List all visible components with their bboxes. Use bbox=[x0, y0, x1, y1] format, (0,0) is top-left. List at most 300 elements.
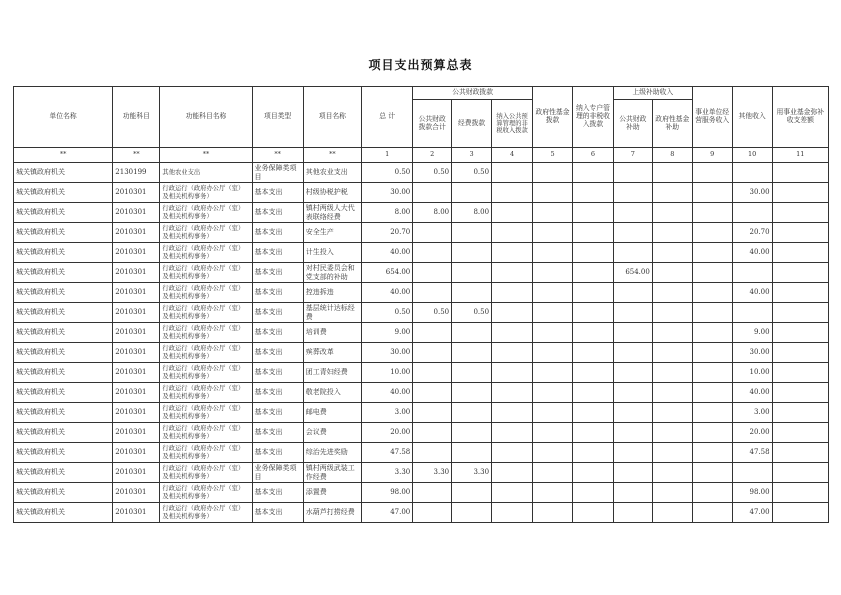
table-row bbox=[14, 243, 829, 263]
cell-func-name: 行政运行（政府办公厅（室）及相关机构事务） bbox=[160, 343, 252, 363]
cell-total: 8.00 bbox=[362, 203, 413, 223]
cell-superior-gov bbox=[652, 203, 692, 223]
header-func-name: 功能科目名称 bbox=[160, 87, 252, 148]
cell-reserve bbox=[772, 223, 828, 243]
header-superior-gov: 政府性基金补助 bbox=[652, 100, 692, 148]
cell-proj-type: 基本支出 bbox=[252, 403, 303, 423]
cell-public-nontax bbox=[492, 263, 533, 283]
header-superior-public: 公共财政补助 bbox=[613, 100, 652, 148]
cell-superior-gov bbox=[652, 223, 692, 243]
table-row bbox=[14, 343, 829, 363]
cell-func-name: 行政运行（政府办公厅（室）及相关机构事务） bbox=[160, 203, 252, 223]
table-row bbox=[14, 503, 829, 523]
cell-proj-type: 基本支出 bbox=[252, 243, 303, 263]
cell-proj-name: 邮电费 bbox=[303, 403, 361, 423]
cell-other-income: 30.00 bbox=[732, 343, 772, 363]
cell-business-income bbox=[692, 363, 732, 383]
cell-func-code: 2010301 bbox=[113, 303, 160, 323]
column-index-cell: ** bbox=[113, 148, 160, 163]
column-index-cell: 2 bbox=[413, 148, 452, 163]
cell-public-funds: 0.50 bbox=[452, 303, 492, 323]
cell-func-name: 行政运行（政府办公厅（室）及相关机构事务） bbox=[160, 323, 252, 343]
cell-gov-fund bbox=[533, 223, 573, 243]
cell-func-name: 行政运行（政府办公厅（室）及相关机构事务） bbox=[160, 363, 252, 383]
cell-func-code: 2010301 bbox=[113, 183, 160, 203]
cell-total: 98.00 bbox=[362, 483, 413, 503]
cell-gov-fund bbox=[533, 243, 573, 263]
cell-superior-public bbox=[613, 183, 652, 203]
cell-public-nontax bbox=[492, 163, 533, 183]
cell-superior-public bbox=[613, 443, 652, 463]
cell-func-code: 2010301 bbox=[113, 283, 160, 303]
cell-proj-name: 镇村两级人大代表联络经费 bbox=[303, 203, 361, 223]
cell-func-code: 2010301 bbox=[113, 403, 160, 423]
cell-proj-name: 团工青妇经费 bbox=[303, 363, 361, 383]
cell-proj-type: 基本支出 bbox=[252, 183, 303, 203]
cell-reserve bbox=[772, 163, 828, 183]
cell-proj-name: 控违拆违 bbox=[303, 283, 361, 303]
cell-superior-public bbox=[613, 343, 652, 363]
cell-special-nontax bbox=[572, 503, 613, 523]
cell-superior-public bbox=[613, 483, 652, 503]
cell-public-nontax bbox=[492, 423, 533, 443]
cell-superior-public bbox=[613, 243, 652, 263]
cell-superior-gov bbox=[652, 403, 692, 423]
cell-func-name: 行政运行（政府办公厅（室）及相关机构事务） bbox=[160, 303, 252, 323]
cell-reserve bbox=[772, 343, 828, 363]
cell-superior-gov bbox=[652, 503, 692, 523]
header-reserve: 用事业基金弥补收支差额 bbox=[772, 87, 828, 148]
cell-superior-public: 654.00 bbox=[613, 263, 652, 283]
table-header bbox=[14, 87, 829, 163]
cell-unit: 城关镇政府机关 bbox=[14, 383, 113, 403]
cell-proj-type: 基本支出 bbox=[252, 423, 303, 443]
cell-func-name: 行政运行（政府办公厅（室）及相关机构事务） bbox=[160, 383, 252, 403]
cell-proj-type: 基本支出 bbox=[252, 283, 303, 303]
cell-reserve bbox=[772, 183, 828, 203]
cell-public-funds: 8.00 bbox=[452, 203, 492, 223]
cell-func-name: 行政运行（政府办公厅（室）及相关机构事务） bbox=[160, 483, 252, 503]
cell-public-funds: 3.30 bbox=[452, 463, 492, 483]
header-public-nontax: 纳入公共预算管理的非税收入拨款 bbox=[492, 100, 533, 148]
cell-public-funds bbox=[452, 383, 492, 403]
cell-special-nontax bbox=[572, 163, 613, 183]
cell-business-income bbox=[692, 263, 732, 283]
cell-superior-gov bbox=[652, 423, 692, 443]
header-public-subtotal: 公共财政拨款合计 bbox=[413, 100, 452, 148]
cell-special-nontax bbox=[572, 483, 613, 503]
cell-public-subtotal bbox=[413, 363, 452, 383]
cell-superior-gov bbox=[652, 183, 692, 203]
cell-public-funds bbox=[452, 403, 492, 423]
cell-business-income bbox=[692, 343, 732, 363]
cell-other-income: 20.00 bbox=[732, 423, 772, 443]
column-index-cell: 4 bbox=[492, 148, 533, 163]
cell-public-subtotal bbox=[413, 183, 452, 203]
header-public-funds: 经费拨款 bbox=[452, 100, 492, 148]
header-other-income: 其他收入 bbox=[732, 87, 772, 148]
column-index-cell: 3 bbox=[452, 148, 492, 163]
column-index-cell: ** bbox=[14, 148, 113, 163]
cell-proj-type: 基本支出 bbox=[252, 483, 303, 503]
cell-proj-name: 殡葬改革 bbox=[303, 343, 361, 363]
cell-superior-public bbox=[613, 283, 652, 303]
cell-total: 3.00 bbox=[362, 403, 413, 423]
cell-other-income: 98.00 bbox=[732, 483, 772, 503]
cell-public-funds bbox=[452, 323, 492, 343]
cell-public-funds bbox=[452, 483, 492, 503]
cell-unit: 城关镇政府机关 bbox=[14, 283, 113, 303]
table-row bbox=[14, 283, 829, 303]
cell-superior-gov bbox=[652, 303, 692, 323]
cell-reserve bbox=[772, 483, 828, 503]
cell-func-code: 2010301 bbox=[113, 323, 160, 343]
cell-unit: 城关镇政府机关 bbox=[14, 183, 113, 203]
header-proj-name: 项目名称 bbox=[303, 87, 361, 148]
cell-superior-public bbox=[613, 163, 652, 183]
cell-gov-fund bbox=[533, 443, 573, 463]
cell-total: 20.70 bbox=[362, 223, 413, 243]
column-index-cell: 7 bbox=[613, 148, 652, 163]
cell-special-nontax bbox=[572, 443, 613, 463]
cell-public-funds bbox=[452, 243, 492, 263]
cell-reserve bbox=[772, 303, 828, 323]
cell-public-funds bbox=[452, 343, 492, 363]
cell-public-subtotal bbox=[413, 383, 452, 403]
cell-func-name: 行政运行（政府办公厅（室）及相关机构事务） bbox=[160, 223, 252, 243]
cell-public-subtotal: 0.50 bbox=[413, 303, 452, 323]
cell-public-subtotal bbox=[413, 403, 452, 423]
cell-public-nontax bbox=[492, 203, 533, 223]
cell-public-nontax bbox=[492, 243, 533, 263]
cell-public-funds bbox=[452, 283, 492, 303]
cell-proj-type: 基本支出 bbox=[252, 383, 303, 403]
cell-unit: 城关镇政府机关 bbox=[14, 323, 113, 343]
cell-business-income bbox=[692, 383, 732, 403]
cell-public-nontax bbox=[492, 483, 533, 503]
cell-gov-fund bbox=[533, 363, 573, 383]
cell-func-code: 2010301 bbox=[113, 223, 160, 243]
cell-gov-fund bbox=[533, 283, 573, 303]
cell-public-funds bbox=[452, 503, 492, 523]
cell-func-name: 行政运行（政府办公厅（室）及相关机构事务） bbox=[160, 183, 252, 203]
column-index-cell: 1 bbox=[362, 148, 413, 163]
cell-gov-fund bbox=[533, 303, 573, 323]
cell-other-income: 40.00 bbox=[732, 383, 772, 403]
cell-public-nontax bbox=[492, 343, 533, 363]
cell-proj-name: 村级协税护税 bbox=[303, 183, 361, 203]
cell-public-subtotal: 0.50 bbox=[413, 163, 452, 183]
table-row bbox=[14, 423, 829, 443]
cell-special-nontax bbox=[572, 383, 613, 403]
cell-superior-public bbox=[613, 503, 652, 523]
table-row bbox=[14, 183, 829, 203]
cell-proj-type: 业务保障类项目 bbox=[252, 163, 303, 183]
cell-reserve bbox=[772, 423, 828, 443]
cell-proj-name: 会议费 bbox=[303, 423, 361, 443]
cell-superior-public bbox=[613, 383, 652, 403]
cell-superior-gov bbox=[652, 383, 692, 403]
cell-func-code: 2010301 bbox=[113, 423, 160, 443]
cell-gov-fund bbox=[533, 423, 573, 443]
cell-total: 9.00 bbox=[362, 323, 413, 343]
cell-other-income: 10.00 bbox=[732, 363, 772, 383]
cell-total: 654.00 bbox=[362, 263, 413, 283]
cell-superior-gov bbox=[652, 243, 692, 263]
budget-table bbox=[13, 86, 829, 523]
cell-unit: 城关镇政府机关 bbox=[14, 203, 113, 223]
cell-gov-fund bbox=[533, 343, 573, 363]
table-row bbox=[14, 203, 829, 223]
cell-special-nontax bbox=[572, 463, 613, 483]
cell-special-nontax bbox=[572, 263, 613, 283]
cell-other-income: 47.00 bbox=[732, 503, 772, 523]
cell-business-income bbox=[692, 183, 732, 203]
cell-superior-gov bbox=[652, 463, 692, 483]
cell-superior-public bbox=[613, 203, 652, 223]
cell-proj-type: 基本支出 bbox=[252, 503, 303, 523]
cell-public-nontax bbox=[492, 303, 533, 323]
column-index-row bbox=[14, 148, 829, 163]
cell-special-nontax bbox=[572, 183, 613, 203]
cell-func-name: 行政运行（政府办公厅（室）及相关机构事务） bbox=[160, 263, 252, 283]
cell-total: 3.30 bbox=[362, 463, 413, 483]
cell-other-income bbox=[732, 463, 772, 483]
cell-other-income bbox=[732, 203, 772, 223]
cell-business-income bbox=[692, 463, 732, 483]
table-row bbox=[14, 403, 829, 423]
header-proj-type: 项目类型 bbox=[252, 87, 303, 148]
column-index-cell: 9 bbox=[692, 148, 732, 163]
cell-func-code: 2010301 bbox=[113, 483, 160, 503]
cell-business-income bbox=[692, 163, 732, 183]
cell-proj-name: 其他农业支出 bbox=[303, 163, 361, 183]
cell-proj-name: 安全生产 bbox=[303, 223, 361, 243]
cell-proj-type: 基本支出 bbox=[252, 443, 303, 463]
cell-special-nontax bbox=[572, 403, 613, 423]
cell-business-income bbox=[692, 243, 732, 263]
cell-unit: 城关镇政府机关 bbox=[14, 483, 113, 503]
cell-gov-fund bbox=[533, 263, 573, 283]
cell-public-funds bbox=[452, 263, 492, 283]
cell-reserve bbox=[772, 443, 828, 463]
cell-reserve bbox=[772, 363, 828, 383]
cell-proj-name: 综治先进奖励 bbox=[303, 443, 361, 463]
cell-total: 47.58 bbox=[362, 443, 413, 463]
cell-reserve bbox=[772, 323, 828, 343]
cell-public-nontax bbox=[492, 283, 533, 303]
cell-superior-public bbox=[613, 403, 652, 423]
cell-func-name: 行政运行（政府办公厅（室）及相关机构事务） bbox=[160, 463, 252, 483]
cell-superior-public bbox=[613, 303, 652, 323]
cell-unit: 城关镇政府机关 bbox=[14, 403, 113, 423]
cell-public-subtotal: 3.30 bbox=[413, 463, 452, 483]
cell-total: 30.00 bbox=[362, 343, 413, 363]
cell-func-code: 2010301 bbox=[113, 363, 160, 383]
cell-public-funds bbox=[452, 223, 492, 243]
cell-func-code: 2010301 bbox=[113, 243, 160, 263]
cell-reserve bbox=[772, 203, 828, 223]
cell-gov-fund bbox=[533, 203, 573, 223]
column-index-cell: 10 bbox=[732, 148, 772, 163]
cell-special-nontax bbox=[572, 423, 613, 443]
cell-total: 40.00 bbox=[362, 383, 413, 403]
cell-other-income: 20.70 bbox=[732, 223, 772, 243]
cell-other-income bbox=[732, 263, 772, 283]
cell-proj-type: 基本支出 bbox=[252, 303, 303, 323]
cell-func-name: 行政运行（政府办公厅（室）及相关机构事务） bbox=[160, 243, 252, 263]
cell-other-income bbox=[732, 303, 772, 323]
table-body bbox=[14, 163, 829, 523]
cell-total: 0.50 bbox=[362, 163, 413, 183]
cell-func-name: 其他农业支出 bbox=[160, 163, 252, 183]
cell-proj-type: 基本支出 bbox=[252, 363, 303, 383]
cell-reserve bbox=[772, 403, 828, 423]
header-unit: 单位名称 bbox=[14, 87, 113, 148]
cell-other-income: 40.00 bbox=[732, 243, 772, 263]
cell-unit: 城关镇政府机关 bbox=[14, 343, 113, 363]
cell-gov-fund bbox=[533, 183, 573, 203]
cell-public-funds: 0.50 bbox=[452, 163, 492, 183]
cell-special-nontax bbox=[572, 243, 613, 263]
cell-proj-name: 计生投入 bbox=[303, 243, 361, 263]
header-superior-group: 上级补助收入 bbox=[613, 87, 692, 100]
cell-total: 10.00 bbox=[362, 363, 413, 383]
cell-func-name: 行政运行（政府办公厅（室）及相关机构事务） bbox=[160, 283, 252, 303]
cell-proj-name: 添置费 bbox=[303, 483, 361, 503]
column-index-cell: ** bbox=[303, 148, 361, 163]
cell-total: 20.00 bbox=[362, 423, 413, 443]
cell-business-income bbox=[692, 323, 732, 343]
cell-func-code: 2010301 bbox=[113, 263, 160, 283]
cell-special-nontax bbox=[572, 283, 613, 303]
cell-superior-public bbox=[613, 423, 652, 443]
cell-superior-public bbox=[613, 363, 652, 383]
cell-business-income bbox=[692, 503, 732, 523]
cell-proj-type: 基本支出 bbox=[252, 323, 303, 343]
header-public-group: 公共财政拨款 bbox=[413, 87, 533, 100]
cell-proj-type: 基本支出 bbox=[252, 343, 303, 363]
cell-superior-public bbox=[613, 223, 652, 243]
header-business-income: 事业单位经营服务收入 bbox=[692, 87, 732, 148]
cell-public-subtotal bbox=[413, 323, 452, 343]
cell-superior-gov bbox=[652, 343, 692, 363]
cell-func-code: 2130199 bbox=[113, 163, 160, 183]
column-index-cell: 8 bbox=[652, 148, 692, 163]
cell-gov-fund bbox=[533, 163, 573, 183]
cell-gov-fund bbox=[533, 463, 573, 483]
header-func-code: 功能科目 bbox=[113, 87, 160, 148]
cell-reserve bbox=[772, 283, 828, 303]
column-index-cell: 11 bbox=[772, 148, 828, 163]
cell-business-income bbox=[692, 303, 732, 323]
cell-public-nontax bbox=[492, 383, 533, 403]
cell-total: 30.00 bbox=[362, 183, 413, 203]
cell-proj-name: 培训费 bbox=[303, 323, 361, 343]
cell-total: 0.50 bbox=[362, 303, 413, 323]
cell-other-income: 40.00 bbox=[732, 283, 772, 303]
cell-public-subtotal bbox=[413, 283, 452, 303]
page-title: 项目支出预算总表 bbox=[368, 58, 473, 72]
column-index-cell: 5 bbox=[533, 148, 573, 163]
cell-business-income bbox=[692, 223, 732, 243]
table-row bbox=[14, 323, 829, 343]
cell-proj-name: 敬老院投入 bbox=[303, 383, 361, 403]
cell-func-code: 2010301 bbox=[113, 203, 160, 223]
cell-proj-name: 水葫芦打捞经费 bbox=[303, 503, 361, 523]
table-row bbox=[14, 303, 829, 323]
cell-unit: 城关镇政府机关 bbox=[14, 463, 113, 483]
cell-unit: 城关镇政府机关 bbox=[14, 303, 113, 323]
cell-unit: 城关镇政府机关 bbox=[14, 243, 113, 263]
cell-special-nontax bbox=[572, 203, 613, 223]
cell-public-subtotal bbox=[413, 263, 452, 283]
column-index-cell: ** bbox=[160, 148, 252, 163]
table-row bbox=[14, 263, 829, 283]
cell-public-nontax bbox=[492, 223, 533, 243]
cell-public-funds bbox=[452, 423, 492, 443]
column-index-cell: ** bbox=[252, 148, 303, 163]
cell-func-name: 行政运行（政府办公厅（室）及相关机构事务） bbox=[160, 423, 252, 443]
header-gov-fund: 政府性基金拨款 bbox=[533, 87, 573, 148]
cell-special-nontax bbox=[572, 323, 613, 343]
cell-superior-public bbox=[613, 463, 652, 483]
cell-public-nontax bbox=[492, 463, 533, 483]
cell-unit: 城关镇政府机关 bbox=[14, 503, 113, 523]
cell-public-subtotal bbox=[413, 423, 452, 443]
cell-superior-public bbox=[613, 323, 652, 343]
cell-unit: 城关镇政府机关 bbox=[14, 163, 113, 183]
cell-business-income bbox=[692, 483, 732, 503]
cell-public-nontax bbox=[492, 323, 533, 343]
cell-reserve bbox=[772, 243, 828, 263]
cell-public-subtotal bbox=[413, 483, 452, 503]
cell-proj-name: 对村民委员会和党支部的补助 bbox=[303, 263, 361, 283]
cell-special-nontax bbox=[572, 223, 613, 243]
cell-func-name: 行政运行（政府办公厅（室）及相关机构事务） bbox=[160, 443, 252, 463]
table-row bbox=[14, 163, 829, 183]
column-index-cell: 6 bbox=[572, 148, 613, 163]
cell-gov-fund bbox=[533, 323, 573, 343]
cell-func-code: 2010301 bbox=[113, 463, 160, 483]
header-total: 总 计 bbox=[362, 87, 413, 148]
cell-func-code: 2010301 bbox=[113, 503, 160, 523]
cell-unit: 城关镇政府机关 bbox=[14, 263, 113, 283]
cell-func-code: 2010301 bbox=[113, 383, 160, 403]
cell-proj-type: 基本支出 bbox=[252, 263, 303, 283]
cell-business-income bbox=[692, 283, 732, 303]
cell-proj-type: 基本支出 bbox=[252, 223, 303, 243]
cell-business-income bbox=[692, 423, 732, 443]
cell-unit: 城关镇政府机关 bbox=[14, 223, 113, 243]
cell-func-name: 行政运行（政府办公厅（室）及相关机构事务） bbox=[160, 503, 252, 523]
cell-gov-fund bbox=[533, 483, 573, 503]
cell-superior-gov bbox=[652, 263, 692, 283]
cell-superior-gov bbox=[652, 483, 692, 503]
cell-public-funds bbox=[452, 443, 492, 463]
cell-business-income bbox=[692, 403, 732, 423]
cell-superior-gov bbox=[652, 163, 692, 183]
cell-special-nontax bbox=[572, 363, 613, 383]
cell-public-subtotal bbox=[413, 343, 452, 363]
cell-other-income: 3.00 bbox=[732, 403, 772, 423]
cell-gov-fund bbox=[533, 403, 573, 423]
cell-unit: 城关镇政府机关 bbox=[14, 363, 113, 383]
cell-public-subtotal bbox=[413, 243, 452, 263]
cell-superior-gov bbox=[652, 283, 692, 303]
cell-public-nontax bbox=[492, 403, 533, 423]
cell-public-nontax bbox=[492, 443, 533, 463]
